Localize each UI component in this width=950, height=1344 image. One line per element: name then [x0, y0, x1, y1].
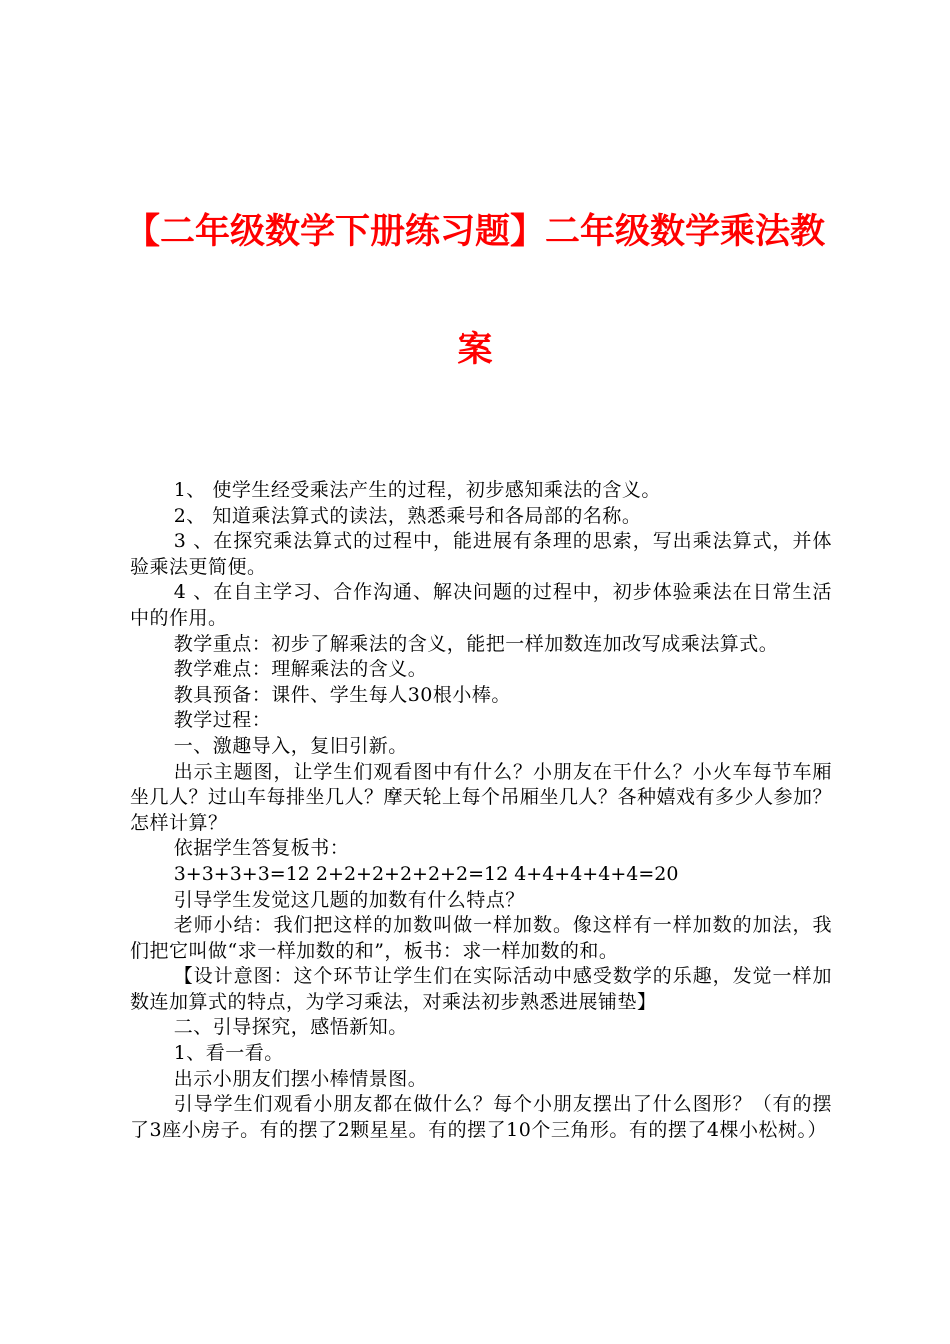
paragraph-teacher-summary: 老师小结：我们把这样的加数叫做一样加数。像这样有一样加数的加法，我们把它叫做“求一样加数的和”，板书：求一样加数的和。 [130, 914, 832, 962]
paragraph-theme-picture: 出示主题图，让学生们观看图中有什么？小朋友在干什么？小火车每节车厢坐几人？过山车每排坐几人？摩天轮上每个吊厢坐几人？各种嬉戏有多少人参加？怎样计算？ [130, 760, 833, 834]
paragraph-observe-children: 引导学生们观看小朋友都在做什么？每个小朋友摆出了什么图形？（有的摆了3座小房子。有的摆了2颗星星。有的摆了10个三角形。有的摆了4棵小松树。） [130, 1093, 832, 1141]
paragraph-board-intro: 依据学生答复板书： [173, 837, 350, 860]
paragraph-section-1-heading: 一、激趣导入，复旧引新。 [173, 734, 408, 757]
paragraph-objective-3: 3 、在探究乘法算式的过程中，能进展有条理的思索，写出乘法算式，并体验乘法更简便。 [130, 530, 832, 578]
paragraph-sticks-picture: 出示小朋友们摆小棒情景图。 [173, 1067, 428, 1090]
paragraph-equations: 3+3+3+3=12 2+2+2+2+2+2=12 4+4+4+4+4=20 [173, 862, 679, 885]
paragraph-objective-1: 1、 使学生经受乘法产生的过程，初步感知乘法的含义。 [173, 479, 661, 501]
paragraph-materials: 教具预备：课件、学生每人30根小棒。 [173, 683, 511, 706]
paragraph-objective-4: 4 、在自主学习、合作沟通、解决问题的过程中，初步体验乘法在日常生活中的作用。 [130, 581, 832, 629]
paragraph-process-heading: 教学过程： [173, 709, 272, 732]
paragraph-guide-discover: 引导学生发觉这几题的加数有什么特点？ [173, 888, 525, 911]
document-body [130, 478, 832, 1143]
paragraph-design-intent: 【设计意图：这个环节让学生们在实际活动中感受数学的乐趣，发觉一样加数连加算式的特点，为学习乘法，对乘法初步熟悉进展铺垫】 [130, 965, 832, 1013]
paragraph-look: 1、看一看。 [173, 1042, 284, 1065]
paragraph-difficulty: 教学难点：理解乘法的含义。 [173, 658, 428, 681]
paragraph-key-point: 教学重点：初步了解乘法的含义，能把一样加数连加改写成乘法算式。 [173, 632, 779, 655]
paragraph-section-2-heading: 二、引导探究，感悟新知。 [173, 1016, 408, 1039]
paragraph-objective-2: 2、 知道乘法算式的读法，熟悉乘号和各局部的名称。 [173, 504, 642, 527]
document-title-continuation: 案 [457, 330, 493, 370]
document-title: 【二年级数学下册练习题】二年级数学乘法教 [124, 212, 825, 252]
